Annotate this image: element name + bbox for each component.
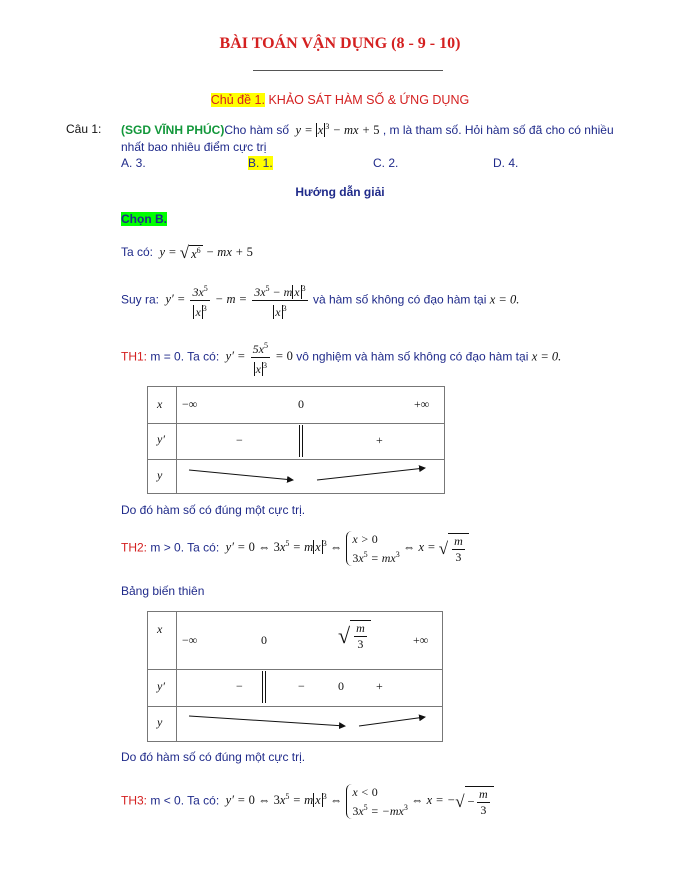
- step-2-text: và hàm số không có đạo hàm tại: [312, 292, 487, 307]
- variation-table-1: [147, 386, 445, 494]
- case-1-text: vô nghiệm và hàm số không có đạo hàm tại: [296, 349, 529, 364]
- t1-x-plus-inf: +∞: [414, 397, 430, 411]
- t2-yp-minus-1: −: [236, 679, 243, 693]
- step-2-label: Suy ra:: [121, 292, 160, 307]
- t1-arrows: [177, 460, 445, 494]
- step-1: [121, 243, 253, 263]
- question-line-2: nhất bao nhiêu điểm cực trị: [121, 140, 267, 154]
- step-2-formula: y′ = $\frac{3x^5}{x ^3}$ − m = $\frac{3x^5 - m x ^3}{x ^3}$: [162, 292, 309, 306]
- step-2-end: x = 0.: [489, 292, 520, 307]
- option-d: D. 4.: [493, 156, 519, 170]
- t2-arrows: [177, 707, 443, 742]
- t1-yp-plus: +: [376, 433, 383, 447]
- step-1-formula: y = √ $x^6$ − mx + 5: [156, 243, 253, 262]
- question-source: (SGD VĨNH PHÚC): [121, 123, 225, 137]
- case-2-label: TH2:: [121, 540, 148, 555]
- case-3-label: TH3:: [121, 793, 148, 808]
- t2-yp-zero: 0: [338, 679, 344, 693]
- step-1-label: Ta có:: [121, 244, 154, 259]
- conclusion-2: Do đó hàm số có đúng một cực trị.: [121, 750, 306, 764]
- t2-x-zero: 0: [261, 633, 267, 647]
- case-1-cond: m = 0. Ta có:: [150, 349, 220, 364]
- t2-y-header: y: [157, 715, 163, 729]
- case-1: [121, 338, 561, 377]
- title-underline: [253, 70, 443, 71]
- t1-yp-header: y′: [157, 432, 165, 446]
- case-1-label: TH1:: [121, 349, 148, 364]
- variation-table-label: Bảng biến thiên: [121, 584, 205, 598]
- t2-x-plus-inf: +∞: [413, 633, 429, 647]
- option-b: B. 1.: [248, 156, 273, 170]
- case-2: [121, 531, 469, 566]
- case-3: [121, 784, 494, 819]
- t2-x-header: x: [157, 622, 163, 636]
- t2-yp-minus-2: −: [298, 679, 305, 693]
- question-text-2: , m là tham số. Hỏi hàm số đã cho có nhiều: [382, 123, 614, 137]
- case-2-formula: y′ = 0 ⇔ $3x^5 = m$ x $^3$ ⇔ x > 0 $3x^5 = mx^3$ ⇔ x = √ $\frac{m}{3}$: [223, 540, 469, 554]
- question-text-1: Cho hàm số: [224, 123, 290, 137]
- case-1-formula: y′ = $\frac{5x^5}{x ^3}$ = 0: [223, 349, 293, 363]
- option-a: A. 3.: [121, 156, 146, 170]
- t1-x-header: x: [157, 397, 163, 411]
- t2-yp-header: y′: [157, 679, 165, 693]
- t1-x-minus-inf: −∞: [182, 397, 198, 411]
- t1-arrow-up: [317, 468, 425, 480]
- t1-y-header: y: [157, 468, 163, 482]
- t1-double-bar: [299, 425, 303, 457]
- conclusion-1: Do đó hàm số có đúng một cực trị.: [121, 503, 306, 517]
- case-3-cond: m < 0. Ta có:: [150, 793, 220, 808]
- case-3-formula: y′ = 0 ⇔ $3x^5 = m$ x $^3$ ⇔ x < 0 $3x^5 = -mx^3$ ⇔ x = −√ − $\frac{m}{3}$: [223, 793, 494, 807]
- variation-table-2: [147, 611, 443, 742]
- t2-arrow-up: [359, 717, 425, 726]
- topic-label: Chủ đề 1.: [210, 93, 265, 107]
- t2-arrow-down: [189, 716, 345, 726]
- page-title: BÀI TOÁN VẬN DỤNG (8 - 9 - 10): [219, 35, 461, 52]
- question-line-1: [121, 122, 614, 138]
- topic-heading: [0, 93, 680, 107]
- solution-choice: Chọn B.: [121, 212, 167, 226]
- option-c: C. 2.: [373, 156, 399, 170]
- t2-x-minus-inf: −∞: [182, 633, 198, 647]
- t2-double-bar: [262, 671, 266, 703]
- t1-arrow-down: [189, 470, 293, 480]
- t2-yp-plus: +: [376, 679, 383, 693]
- question-formula: y = x $^3$ − mx + 5: [292, 122, 380, 137]
- t1-yp-minus: −: [236, 433, 243, 447]
- solution-heading: Hướng dẫn giải: [295, 185, 385, 199]
- case-1-end: x = 0.: [531, 349, 562, 364]
- topic-text: KHẢO SÁT HÀM SỐ & ỨNG DỤNG: [264, 93, 470, 107]
- step-2: [121, 281, 519, 320]
- question-number: Câu 1:: [66, 122, 102, 136]
- t2-x-crit: √ $\frac{m}{3}$: [338, 620, 371, 652]
- t1-x-zero: 0: [298, 397, 304, 411]
- case-2-cond: m > 0. Ta có:: [150, 540, 220, 555]
